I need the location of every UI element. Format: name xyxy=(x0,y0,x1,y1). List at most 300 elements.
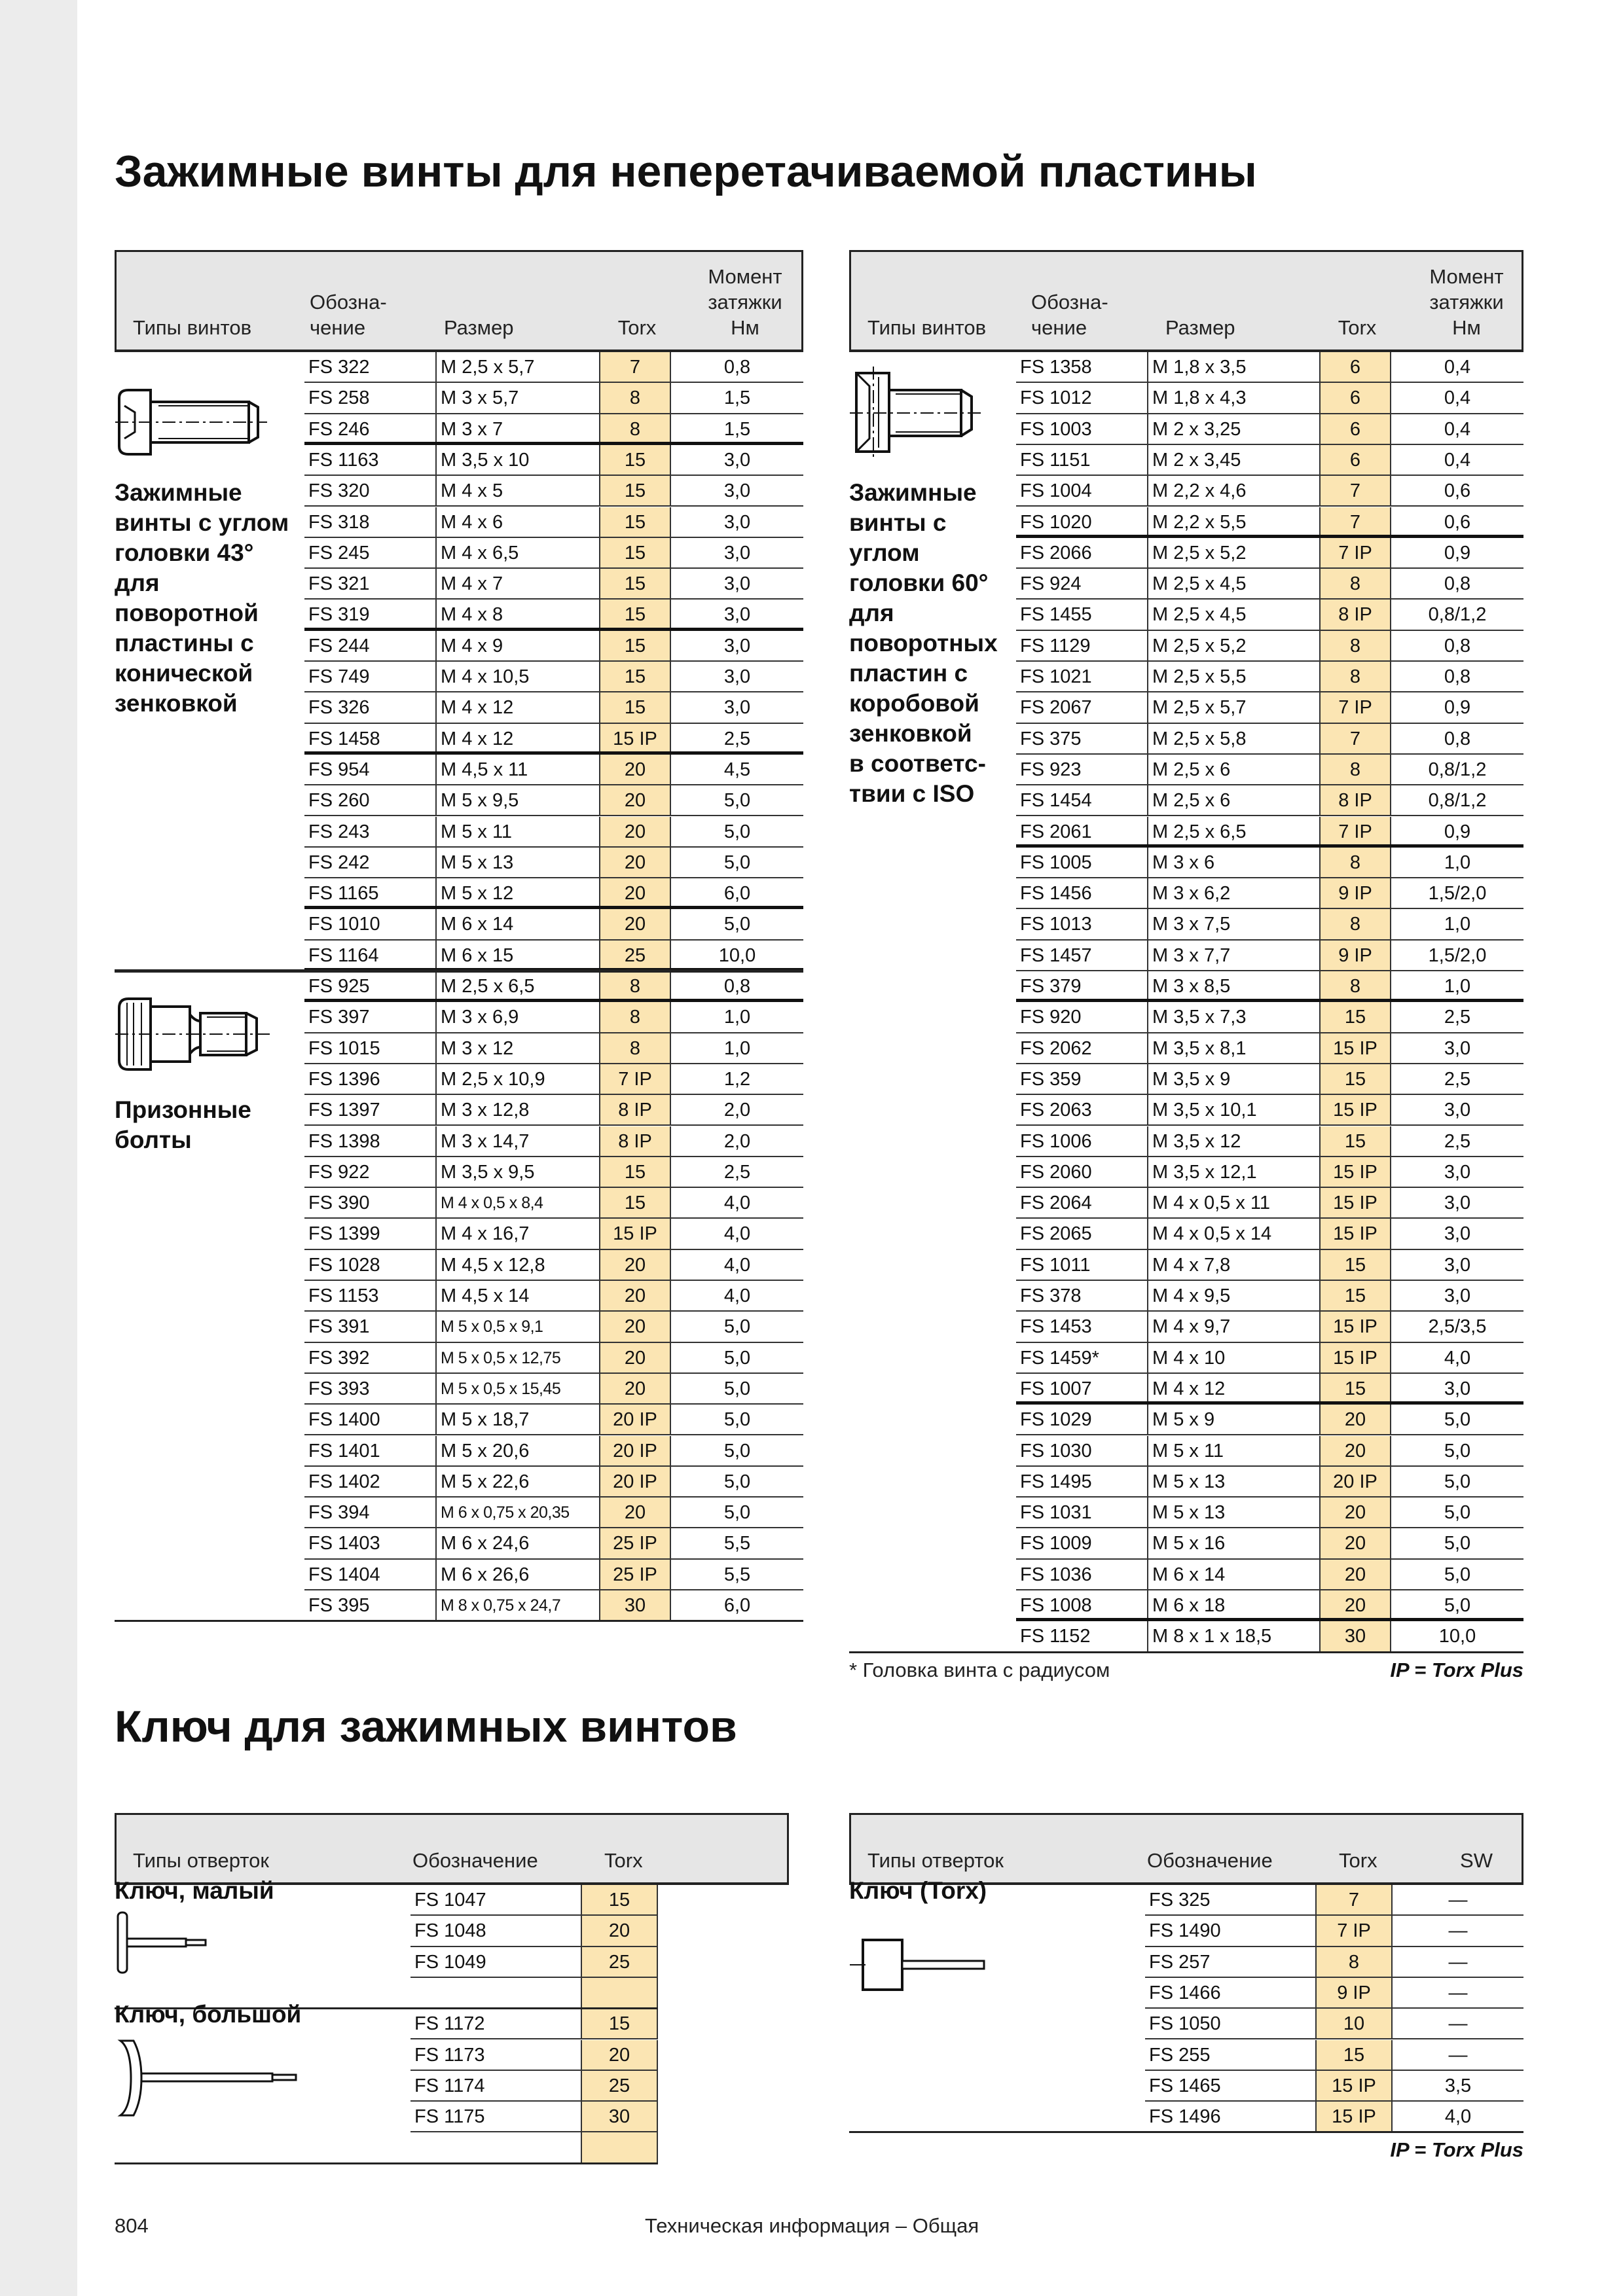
torx-cell: 25 xyxy=(581,2071,658,2100)
table-row xyxy=(1016,1157,1523,1188)
table-row xyxy=(1016,1126,1523,1157)
torx-cell: 15 xyxy=(581,2009,658,2038)
moment-cell: 1,0 xyxy=(723,1007,751,1028)
torx-cell: 15 xyxy=(599,692,671,722)
table-row xyxy=(410,1978,658,2009)
table-row xyxy=(410,2040,658,2071)
designation-cell: FS 1151 xyxy=(1020,449,1091,471)
size-cell: M 4,5 x 14 xyxy=(435,1281,599,1310)
designation-cell: FS 925 xyxy=(308,976,370,997)
table-header xyxy=(115,250,803,352)
torx-cell: 20 xyxy=(1319,1528,1391,1558)
page-margin-strip xyxy=(0,0,77,2296)
table-row xyxy=(304,1498,803,1528)
moment-cell: 0,6 xyxy=(1444,511,1471,533)
fit-bolt-icon xyxy=(115,995,272,1073)
header-type: Типы винтов xyxy=(133,316,252,339)
size-cell: M 5 x 13 xyxy=(435,848,599,877)
designation-cell: FS 1011 xyxy=(1020,1254,1091,1276)
table-row xyxy=(410,1916,658,1946)
designation-cell: FS 924 xyxy=(1020,573,1082,595)
designation-cell: FS 242 xyxy=(308,852,370,873)
torx-cell: 8 IP xyxy=(599,1095,671,1124)
designation-cell: FS 1010 xyxy=(308,914,380,935)
designation-cell: FS 1458 xyxy=(308,728,380,749)
sw-cell: — xyxy=(1448,1920,1468,1942)
moment-cell: 3,0 xyxy=(1444,1100,1471,1121)
torx-cell: 8 xyxy=(1319,662,1391,691)
moment-cell: 0,6 xyxy=(1444,480,1471,502)
table-row xyxy=(304,848,803,878)
sw-cell: — xyxy=(1448,2013,1468,2035)
designation-cell: FS 394 xyxy=(308,1502,370,1524)
size-cell: M 3,5 x 8,1 xyxy=(1147,1033,1319,1063)
size-cell: M 4 x 9,7 xyxy=(1147,1312,1319,1341)
table-header xyxy=(115,1813,789,1885)
size-cell: M 3 x 6 xyxy=(1147,848,1319,877)
torx-cell: 25 xyxy=(581,1947,658,1977)
group-label-43deg: Зажимные винты с углом головки 43° для поворотной пластины с конической зенковкой xyxy=(115,479,289,717)
size-cell: M 4 x 0,5 x 14 xyxy=(1147,1219,1319,1248)
table-row xyxy=(304,909,803,940)
header-type: Типы отверток xyxy=(133,1849,269,1872)
torx-cell: 6 xyxy=(1319,445,1391,475)
size-cell: M 2,5 x 6 xyxy=(1147,785,1319,815)
designation-cell: FS 390 xyxy=(308,1193,370,1214)
size-cell: M 3 x 6,2 xyxy=(1147,878,1319,908)
torx-cell: 7 IP xyxy=(599,1064,671,1094)
torx-cell: 8 xyxy=(599,1002,671,1031)
designation-cell: FS 1021 xyxy=(1020,666,1092,687)
screws-title: Зажимные винты для неперетачиваемой пластины xyxy=(115,147,1257,196)
table-row xyxy=(1145,1916,1523,1946)
moment-cell: 3,0 xyxy=(1444,1161,1471,1183)
torx-cell: 20 xyxy=(599,755,671,784)
table-row xyxy=(1016,941,1523,971)
size-cell: M 5 x 9 xyxy=(1147,1405,1319,1434)
table-row xyxy=(1016,1405,1523,1435)
moment-cell: 5,0 xyxy=(723,1471,751,1492)
torx-cell: 15 IP xyxy=(1319,1219,1391,1248)
size-cell: M 5 x 12 xyxy=(435,878,599,906)
moment-cell: 3,0 xyxy=(1444,1037,1471,1059)
table-row xyxy=(1016,971,1523,1002)
designation-cell: FS 1015 xyxy=(308,1037,380,1059)
table-row xyxy=(410,1885,658,1916)
torx-cell: 8 xyxy=(1319,569,1391,598)
header-designation: Обозначение xyxy=(412,1849,538,1872)
designation-cell: FS 1029 xyxy=(1020,1409,1092,1431)
torx-cell: 6 xyxy=(1319,383,1391,412)
torx-cell: 15 xyxy=(1319,1064,1391,1094)
torx-cell: 20 xyxy=(1319,1560,1391,1589)
torx-cell xyxy=(581,1978,658,2009)
designation-cell: FS 1397 xyxy=(308,1100,380,1121)
size-cell: M 5 x 13 xyxy=(1147,1467,1319,1496)
size-cell: M 3 x 7,7 xyxy=(1147,941,1319,970)
size-cell: M 5 x 9,5 xyxy=(435,785,599,815)
designation-cell: FS 1030 xyxy=(1020,1440,1092,1462)
table-row xyxy=(304,1312,803,1342)
table-row xyxy=(304,1219,803,1249)
size-cell: M 4 x 12 xyxy=(435,692,599,722)
designation-cell: FS 378 xyxy=(1020,1285,1082,1306)
table-row xyxy=(1016,662,1523,692)
moment-cell: 0,4 xyxy=(1444,418,1471,440)
torx-cell: 15 xyxy=(1319,1126,1391,1156)
size-cell: M 5 x 16 xyxy=(1147,1528,1319,1558)
moment-cell: 3,0 xyxy=(1444,1223,1471,1245)
moment-cell: 2,0 xyxy=(723,1100,751,1121)
torx-cell: 15 IP xyxy=(1319,1157,1391,1187)
designation-cell: FS 1003 xyxy=(1020,418,1092,440)
torx-cell: 20 xyxy=(599,909,671,939)
table-bottom-line xyxy=(115,1620,803,1622)
size-cell: M 5 x 13 xyxy=(1147,1498,1319,1527)
designation-cell: FS 1456 xyxy=(1020,883,1092,905)
torx-cell: 20 xyxy=(599,878,671,906)
torx-cell: 15 IP xyxy=(1319,1343,1391,1372)
table-row xyxy=(304,1467,803,1498)
designation-cell: FS 1173 xyxy=(414,2044,485,2066)
table-row xyxy=(304,692,803,723)
header-torx: Torx xyxy=(604,1849,643,1872)
designation-cell: FS 1008 xyxy=(1020,1595,1092,1616)
table-row xyxy=(304,724,803,755)
moment-cell: 2,5 xyxy=(723,728,751,749)
moment-cell: 5,0 xyxy=(1444,1502,1471,1524)
size-cell: M 5 x 11 xyxy=(435,817,599,846)
designation-cell: FS 2064 xyxy=(1020,1193,1092,1214)
torx-cell: 30 xyxy=(581,2102,658,2131)
torx-cell: 20 xyxy=(1319,1498,1391,1527)
table-row xyxy=(1016,1374,1523,1405)
table-row xyxy=(1016,1064,1523,1095)
sw-cell: — xyxy=(1448,1890,1468,1910)
torx-cell: 15 xyxy=(599,1188,671,1217)
designation-cell: FS 2067 xyxy=(1020,697,1092,719)
table-row xyxy=(1016,507,1523,538)
table-row xyxy=(304,600,803,630)
designation-cell: FS 2061 xyxy=(1020,821,1092,842)
moment-cell: 2,5/3,5 xyxy=(1428,1316,1487,1338)
torx-cell: 15 xyxy=(1319,1374,1391,1401)
size-cell: M 3,5 x 10 xyxy=(435,445,599,475)
moment-cell: 4,0 xyxy=(723,1223,751,1245)
group-label-key-large: Ключ, большой xyxy=(115,2001,302,2028)
moment-cell: 6,0 xyxy=(723,1595,751,1616)
table-row xyxy=(304,1343,803,1374)
size-cell: M 3 x 12 xyxy=(435,1033,599,1063)
torx-cell: 15 xyxy=(1319,1281,1391,1310)
table-row xyxy=(304,1250,803,1281)
size-cell: M 4 x 16,7 xyxy=(435,1219,599,1248)
table-row xyxy=(410,1947,658,1978)
header-size: Размер xyxy=(444,316,514,339)
size-cell: M 6 x 0,75 x 20,35 xyxy=(435,1498,599,1527)
table-row xyxy=(304,971,803,1002)
moment-cell: 3,0 xyxy=(1444,1193,1471,1214)
designation-cell: FS 2063 xyxy=(1020,1100,1092,1121)
table-row xyxy=(1016,1219,1523,1249)
designation-cell: FS 246 xyxy=(308,418,370,440)
designation-cell: FS 2062 xyxy=(1020,1037,1092,1059)
table-row xyxy=(1016,1343,1523,1374)
table-header xyxy=(849,1813,1523,1885)
designation-cell xyxy=(410,1978,581,2009)
table-row xyxy=(304,414,803,445)
table-row xyxy=(1016,1281,1523,1312)
torx-cell: 30 xyxy=(1319,1621,1391,1651)
moment-cell: 3,0 xyxy=(723,511,751,533)
table-row xyxy=(1145,1947,1523,1978)
moment-cell: 4,5 xyxy=(723,759,751,780)
designation-cell: FS 1358 xyxy=(1020,357,1092,378)
table-row xyxy=(1016,352,1523,383)
designation-cell: FS 2066 xyxy=(1020,542,1092,564)
torx-cell: 9 IP xyxy=(1319,941,1391,970)
moment-cell: 3,0 xyxy=(1444,1254,1471,1276)
torx-cell: 15 xyxy=(1319,1002,1391,1031)
size-cell: M 2 x 3,25 xyxy=(1147,414,1319,444)
size-cell: M 3 x 8,5 xyxy=(1147,971,1319,999)
torx-cell: 7 xyxy=(1319,724,1391,753)
screw-43deg-icon xyxy=(115,386,269,458)
table-row xyxy=(304,662,803,692)
torx-cell: 20 xyxy=(599,1312,671,1341)
designation-cell: FS 1490 xyxy=(1149,1920,1221,1942)
moment-cell: 5,0 xyxy=(723,821,751,842)
table-row xyxy=(410,2102,658,2132)
torx-cell: 7 xyxy=(599,352,671,382)
header-moment: Момент затяжки Нм xyxy=(708,265,782,339)
moment-cell: 5,0 xyxy=(1444,1440,1471,1462)
header-type: Типы винтов xyxy=(867,316,987,339)
designation-cell: FS 922 xyxy=(308,1161,370,1183)
torx-cell: 15 IP xyxy=(599,1219,671,1248)
size-cell: M 4,5 x 12,8 xyxy=(435,1250,599,1280)
size-cell: M 3,5 x 12 xyxy=(1147,1126,1319,1156)
size-cell: M 1,8 x 3,5 xyxy=(1147,352,1319,382)
designation-cell: FS 257 xyxy=(1149,1951,1211,1973)
size-cell: M 6 x 24,6 xyxy=(435,1528,599,1558)
torx-cell: 20 xyxy=(599,1343,671,1372)
moment-cell: 2,5 xyxy=(1444,1068,1471,1090)
torx-cell: 15 xyxy=(581,1885,658,1914)
size-cell: M 4 x 12 xyxy=(435,724,599,751)
size-cell: M 5 x 22,6 xyxy=(435,1467,599,1496)
torx-cell: 7 IP xyxy=(1319,692,1391,722)
moment-cell: 0,8 xyxy=(1444,728,1471,749)
table-row xyxy=(304,1436,803,1467)
sw-cell: 3,5 xyxy=(1444,2075,1472,2096)
designation-cell: FS 1454 xyxy=(1020,790,1092,812)
moment-cell: 1,5/2,0 xyxy=(1428,944,1487,966)
moment-cell: 10,0 xyxy=(1438,1626,1476,1647)
table-row xyxy=(304,1405,803,1435)
size-cell: M 2,5 x 5,7 xyxy=(435,352,599,382)
table-row xyxy=(304,878,803,909)
ip-note-screws: IP = Torx Plus xyxy=(1390,1658,1523,1681)
designation-cell: FS 1466 xyxy=(1149,1982,1221,2003)
table-row xyxy=(304,817,803,848)
designation-cell: FS 1012 xyxy=(1020,387,1092,409)
designation-cell: FS 320 xyxy=(308,480,370,502)
designation-cell: FS 1496 xyxy=(1149,2106,1221,2128)
torx-cell: 8 xyxy=(599,971,671,999)
designation-cell: FS 1153 xyxy=(308,1285,379,1306)
designation-cell: FS 1404 xyxy=(308,1564,380,1585)
size-cell: M 4 x 9,5 xyxy=(1147,1281,1319,1310)
torx-cell: 15 IP xyxy=(1315,2071,1393,2100)
moment-cell: 0,9 xyxy=(1444,821,1471,842)
moment-cell: 5,0 xyxy=(723,1502,751,1524)
size-cell: M 4 x 7 xyxy=(435,569,599,598)
size-cell: M 6 x 14 xyxy=(1147,1560,1319,1589)
table-row xyxy=(1145,2071,1523,2102)
torx-cell: 8 xyxy=(1319,848,1391,877)
torx-key-icon xyxy=(850,1936,994,1995)
table-row xyxy=(304,1188,803,1219)
sw-cell: — xyxy=(1448,1982,1468,2003)
header-type: Типы отверток xyxy=(867,1849,1004,1872)
size-cell: M 1,8 x 4,3 xyxy=(1147,383,1319,412)
size-cell: M 3 x 5,7 xyxy=(435,383,599,412)
moment-cell: 1,0 xyxy=(723,1037,751,1059)
designation-cell: FS 1174 xyxy=(414,2075,485,2096)
table-row xyxy=(304,1590,803,1621)
table-row xyxy=(304,1560,803,1590)
designation-cell: FS 258 xyxy=(308,387,370,409)
size-cell: M 4 x 5 xyxy=(435,476,599,505)
size-cell: M 4 x 6,5 xyxy=(435,538,599,567)
torx-cell: 15 xyxy=(1319,1250,1391,1280)
torx-cell: 15 xyxy=(599,600,671,627)
designation-cell: FS 1163 xyxy=(308,449,379,471)
moment-cell: 5,0 xyxy=(723,790,751,812)
table-row xyxy=(410,2009,658,2039)
size-cell: M 2,5 x 10,9 xyxy=(435,1064,599,1094)
designation-cell: FS 391 xyxy=(308,1316,370,1338)
page-number: 804 xyxy=(115,2214,149,2237)
moment-cell: 3,0 xyxy=(723,449,751,471)
header-moment: Момент затяжки Нм xyxy=(1429,265,1504,339)
torx-cell: 25 IP xyxy=(599,1560,671,1589)
moment-cell: 5,0 xyxy=(1444,1409,1471,1431)
torx-cell: 15 xyxy=(599,445,671,475)
table-row xyxy=(304,1157,803,1188)
table-row xyxy=(1016,755,1523,785)
moment-cell: 0,4 xyxy=(1444,449,1471,471)
designation-cell: FS 1009 xyxy=(1020,1533,1092,1554)
table-row xyxy=(1016,1528,1523,1559)
size-cell: M 4 x 7,8 xyxy=(1147,1250,1319,1280)
size-cell: M 3,5 x 10,1 xyxy=(1147,1095,1319,1124)
size-cell: M 6 x 18 xyxy=(1147,1590,1319,1618)
moment-cell: 3,0 xyxy=(723,666,751,687)
table-row xyxy=(304,785,803,816)
table-row xyxy=(1016,1002,1523,1033)
moment-cell: 5,0 xyxy=(1444,1471,1471,1492)
size-cell: M 3,5 x 12,1 xyxy=(1147,1157,1319,1187)
moment-cell: 3,0 xyxy=(1444,1378,1471,1399)
table-row xyxy=(1016,724,1523,755)
designation-cell: FS 1165 xyxy=(308,883,379,905)
torx-cell: 20 xyxy=(599,817,671,846)
torx-cell: 15 IP xyxy=(1319,1312,1391,1341)
moment-cell: 1,2 xyxy=(723,1068,751,1090)
torx-cell: 20 IP xyxy=(599,1436,671,1465)
moment-cell: 1,0 xyxy=(1444,976,1471,997)
torx-cell: 15 xyxy=(599,538,671,567)
table-row xyxy=(1016,631,1523,662)
table-row xyxy=(1016,1250,1523,1281)
designation-cell: FS 1164 xyxy=(308,944,379,966)
table-row xyxy=(1016,445,1523,476)
table-bottom-line xyxy=(849,1651,1523,1653)
designation-cell: FS 392 xyxy=(308,1347,370,1369)
torx-cell: 8 xyxy=(1319,631,1391,660)
moment-cell: 6,0 xyxy=(723,883,751,905)
moment-cell: 4,0 xyxy=(723,1254,751,1276)
table-row xyxy=(1016,785,1523,816)
torx-cell: 8 xyxy=(599,1033,671,1063)
table-row xyxy=(304,1374,803,1405)
table-row xyxy=(1016,878,1523,909)
size-cell: M 3,5 x 9 xyxy=(1147,1064,1319,1094)
designation-cell: FS 2065 xyxy=(1020,1223,1092,1245)
size-cell: M 3 x 7,5 xyxy=(1147,909,1319,939)
torx-cell: 8 xyxy=(1319,971,1391,999)
moment-cell: 2,5 xyxy=(723,1161,751,1183)
designation-cell: FS 321 xyxy=(308,573,370,595)
designation-cell: FS 1403 xyxy=(308,1533,380,1554)
size-cell: M 5 x 0,5 x 12,75 xyxy=(435,1343,599,1372)
moment-cell: 5,0 xyxy=(1444,1595,1471,1616)
moment-cell: 3,0 xyxy=(723,542,751,564)
designation-cell xyxy=(410,2132,581,2163)
designation-cell: FS 1399 xyxy=(308,1223,380,1245)
size-cell: M 4 x 12 xyxy=(1147,1374,1319,1401)
size-cell: M 5 x 0,5 x 15,45 xyxy=(435,1374,599,1403)
header-designation: Обозна- чение xyxy=(310,291,387,339)
header-designation: Обозначение xyxy=(1147,1849,1273,1872)
torx-cell: 9 IP xyxy=(1319,878,1391,908)
designation-cell: FS 245 xyxy=(308,542,370,564)
moment-cell: 1,5 xyxy=(723,387,751,409)
moment-cell: 3,0 xyxy=(723,480,751,502)
moment-cell: 10,0 xyxy=(718,944,756,966)
torx-cell: 15 xyxy=(599,507,671,537)
size-cell: M 5 x 0,5 x 9,1 xyxy=(435,1312,599,1341)
designation-cell: FS 1013 xyxy=(1020,914,1092,935)
designation-cell: FS 1152 xyxy=(1020,1626,1091,1647)
size-cell: M 8 x 1 x 18,5 xyxy=(1147,1621,1319,1651)
size-cell: M 2 x 3,45 xyxy=(1147,445,1319,475)
header-size: Размер xyxy=(1165,316,1235,339)
torx-cell: 15 xyxy=(1315,2040,1393,2070)
table-row xyxy=(1016,817,1523,848)
table-row xyxy=(304,352,803,383)
size-cell: M 2,5 x 4,5 xyxy=(1147,600,1319,629)
torx-cell: 25 IP xyxy=(599,1528,671,1558)
table-row xyxy=(1016,1590,1523,1621)
moment-cell: 0,4 xyxy=(1444,387,1471,409)
torx-cell: 8 IP xyxy=(1319,785,1391,815)
moment-cell: 0,4 xyxy=(1444,357,1471,378)
header-torx: Torx xyxy=(1339,1849,1377,1872)
torx-cell: 15 xyxy=(599,476,671,505)
